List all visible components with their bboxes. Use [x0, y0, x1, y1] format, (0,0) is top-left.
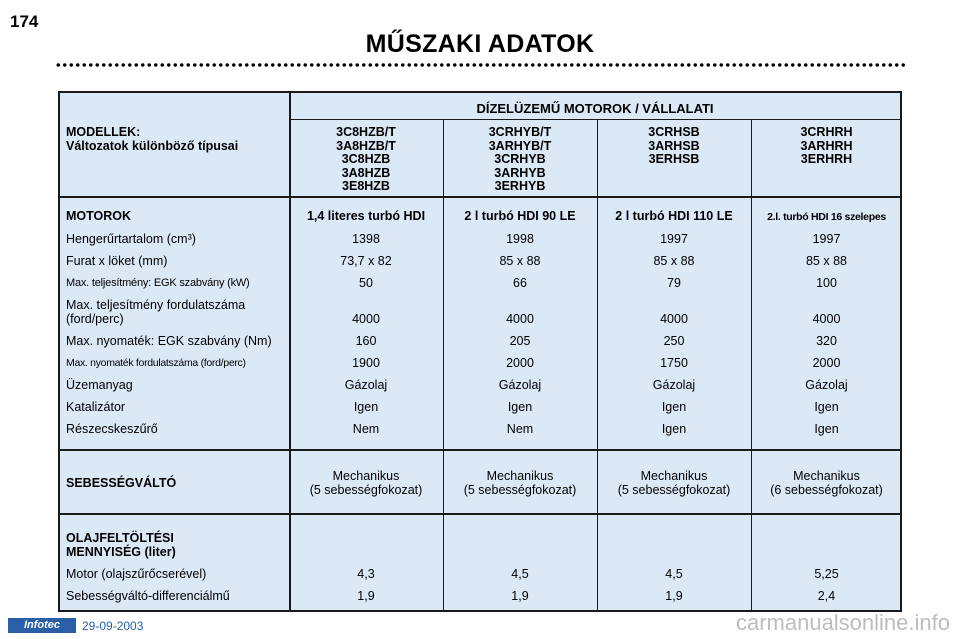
cell-value: 1997 — [812, 232, 841, 246]
engine-name: 2 l turbó HDI 90 LE — [464, 209, 576, 223]
cell-value: 85 x 88 — [805, 254, 847, 268]
cell-value: 2000 — [506, 356, 534, 370]
row-label: Max. teljesítmény fordulatszáma — [66, 298, 246, 312]
engine-name: 1,4 literes turbó HDI — [306, 209, 426, 223]
cell-value: 250 — [663, 334, 685, 348]
watermark: carmanualsonline.info — [735, 610, 950, 635]
cell-value: 160 — [355, 334, 377, 348]
cell-value: 4000 — [660, 312, 688, 326]
cell-value: 1,9 — [665, 589, 683, 603]
row-label: Katalizátor — [66, 400, 126, 414]
model-codes-col-2: 3CRHYB/T 3ARHYB/T 3CRHYB 3ARHYB 3ERHYB — [488, 125, 552, 193]
row-label: Max. nyomaték fordulatszáma (ford/perc) — [66, 357, 246, 369]
cell-value: 85 x 88 — [499, 254, 541, 268]
oil-label: OLAJFELTÖLTÉSI — [66, 531, 174, 545]
engine-name: 2 l turbó HDI 110 LE — [615, 209, 733, 223]
page-number: 174 — [10, 12, 39, 31]
cell-value: Igen — [661, 422, 687, 436]
models-label: MODELLEK: — [66, 125, 141, 139]
infotec-logo: Infotec — [8, 618, 76, 633]
cell-value: Igen — [814, 400, 839, 414]
cell-value: 1398 — [352, 232, 380, 246]
cell-value: 1900 — [352, 356, 380, 370]
cell-value: 1,9 — [511, 589, 529, 603]
row-label: Részecskeszűrő — [66, 422, 158, 436]
cell-value: 66 — [513, 276, 527, 290]
row-label: Furat x löket (mm) — [66, 254, 168, 268]
cell-value: 320 — [816, 334, 837, 348]
cell-value: Igen — [661, 400, 687, 414]
page-title: MŰSZAKI ADATOK — [365, 30, 595, 58]
cell-value: Igen — [353, 400, 379, 414]
gearbox-value: Mechanikus (5 sebességfokozat) — [309, 469, 423, 497]
row-label: Üzemanyag — [66, 378, 133, 392]
model-codes-col-4: 3CRHRH 3ARHRH 3ERHRH — [800, 125, 853, 166]
cell-value: 5,25 — [814, 567, 839, 581]
row-divider — [60, 513, 900, 515]
row-label: (ford/perc) — [66, 312, 124, 326]
footer-date: 29-09-2003 — [82, 619, 144, 633]
gearbox-value: Mechanikus (5 sebességfokozat) — [617, 469, 731, 497]
model-codes-col-1: 3C8HZB/T 3A8HZB/T 3C8HZB 3A8HZB 3E8HZB — [336, 125, 396, 193]
cell-value: 2000 — [812, 356, 841, 370]
row-label: Hengerűrtartalom (cm³) — [66, 232, 196, 246]
gearbox-value: Mechanikus (6 sebességfokozat) — [770, 469, 883, 497]
oil-label: MENNYISÉG (liter) — [66, 545, 176, 559]
cell-value: 1997 — [660, 232, 688, 246]
cell-value: 85 x 88 — [653, 254, 695, 268]
cell-value: 205 — [509, 334, 531, 348]
cell-value: Igen — [814, 422, 839, 436]
gearbox-label: SEBESSÉGVÁLTÓ — [66, 476, 177, 490]
cell-value: Nem — [506, 422, 534, 436]
row-label: Motor (olajszűrőcserével) — [66, 567, 207, 581]
cell-value: 73,7 x 82 — [340, 254, 392, 268]
model-codes-col-3: 3CRHSB 3ARHSB 3ERHSB — [648, 125, 700, 166]
row-label: Max. teljesítmény: EGK szabvány (kW) — [66, 277, 250, 289]
cell-value: 4,3 — [357, 567, 375, 581]
diesel-engines-header: DÍZELÜZEMŰ MOTOROK / VÁLLALATI — [476, 101, 714, 116]
row-divider — [60, 196, 900, 198]
cell-value: 4000 — [352, 312, 380, 326]
cell-value: 79 — [667, 276, 681, 290]
cell-value: 4000 — [812, 312, 841, 326]
cell-value: 4000 — [506, 312, 534, 326]
cell-value: 2,4 — [817, 589, 836, 603]
gearbox-value: Mechanikus (5 sebességfokozat) — [463, 469, 577, 497]
row-divider — [289, 119, 900, 120]
cell-value: Gázolaj — [344, 378, 388, 392]
cell-value: Gázolaj — [805, 378, 848, 392]
cell-value: Igen — [507, 400, 533, 414]
cell-value: 100 — [816, 276, 837, 290]
cell-value: 50 — [359, 276, 373, 290]
spec-table — [58, 91, 902, 612]
models-sublabel: Változatok különböző típusai — [66, 139, 239, 153]
dotted-divider — [55, 62, 905, 68]
cell-value: Gázolaj — [652, 378, 696, 392]
cell-value: 1750 — [660, 356, 688, 370]
cell-value: 4,5 — [665, 567, 683, 581]
engines-label: MOTOROK — [66, 209, 132, 223]
cell-value: Nem — [352, 422, 380, 436]
cell-value: 4,5 — [511, 567, 529, 581]
cell-value: Gázolaj — [498, 378, 542, 392]
cell-value: 1998 — [506, 232, 534, 246]
row-divider — [60, 449, 900, 451]
cell-value: 1,9 — [357, 589, 375, 603]
row-label: Max. nyomaték: EGK szabvány (Nm) — [66, 334, 272, 348]
row-label: Sebességváltó-differenciálmű — [66, 589, 230, 603]
engine-name: 2.l. turbó HDI 16 szelepes — [767, 211, 886, 223]
